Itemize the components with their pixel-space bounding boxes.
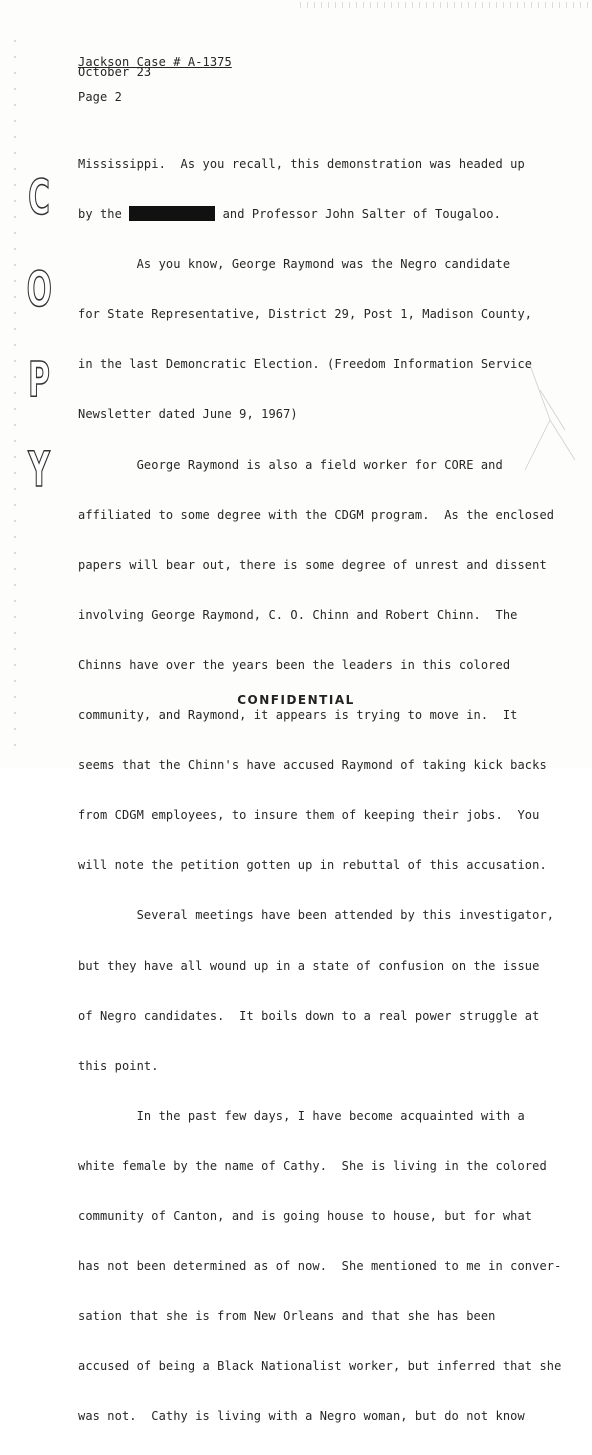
body-line: Mississippi. As you recall, this demonstration was headed up — [78, 157, 525, 171]
body-line: seems that the Chinn's have accused Raymond of taking kick backs — [78, 758, 547, 773]
body-line: Several meetings have been attended by this investigator, — [78, 908, 555, 923]
body-line: has not been determined as of now. She mentioned to me in conver- — [78, 1259, 562, 1274]
report-date: October 23 — [78, 65, 152, 79]
case-number: Jackson Case # A-1375 — [78, 55, 232, 69]
scan-artifact-left-edge — [14, 40, 16, 760]
page-number: Page 2 — [78, 90, 122, 104]
body-line: for State Representative, District 29, Post 1, Madison County, — [78, 307, 533, 322]
body-line: accused of being a Black Nationalist worker, but inferred that she — [78, 1359, 562, 1374]
body-line: papers will bear out, there is some degree of unrest and dissent — [78, 557, 547, 572]
body-line: community, and Raymond, it appears is trying to move in. It — [78, 708, 518, 723]
copy-stamp-letter: C — [28, 170, 50, 226]
body-text-segment: by the — [78, 207, 130, 222]
body-line: Chinns have over the years been the leaders in this colored — [78, 657, 511, 672]
copy-stamp-letter: Y — [28, 442, 50, 498]
body-line: was not. Cathy is living with a Negro woman, but do not know — [78, 1409, 525, 1424]
body-line: white female by the name of Cathy. She is living in the colored — [78, 1158, 547, 1173]
body-line: As you know, George Raymond was the Negro candidate — [78, 257, 511, 272]
scan-artifact-top — [300, 2, 590, 8]
body-line: of Negro candidates. It boils down to a real power struggle at — [78, 1008, 540, 1023]
body-line: George Raymond is also a field worker for CORE and — [78, 457, 503, 472]
body-line: affiliated to some degree with the CDGM program. As the enclosed — [78, 507, 555, 522]
body-line: from CDGM employees, to insure them of keeping their jobs. You — [78, 808, 540, 823]
body-line: will note the petition gotten up in rebuttal of this accusation. — [78, 858, 547, 873]
scan-artifact-right-scribble — [520, 360, 580, 480]
body-line: in the last Demoncratic Election. (Freedom Information Service — [78, 357, 533, 372]
body-line: Newsletter dated June 9, 1967) — [78, 407, 298, 422]
body-line: sation that she is from New Orleans and that she has been — [78, 1309, 496, 1324]
body-line: In the past few days, I have become acquainted with a — [78, 1108, 525, 1123]
confidential-label: CONFIDENTIAL — [237, 693, 355, 707]
body-text-segment: and Professor John Salter of Tougaloo. — [215, 207, 501, 222]
body-line: this point. — [78, 1058, 159, 1073]
copy-stamp-letter: O — [26, 262, 52, 318]
redaction-bar — [129, 206, 215, 221]
body-line: community of Canton, and is going house to house, but for what — [78, 1208, 533, 1223]
copy-stamp-letter: P — [28, 352, 50, 408]
body-line: but they have all wound up in a state of confusion on the issue — [78, 958, 540, 973]
body-line: involving George Raymond, C. O. Chinn and Robert Chinn. The — [78, 607, 518, 622]
body-line — [78, 203, 561, 225]
report-body — [78, 125, 561, 1455]
